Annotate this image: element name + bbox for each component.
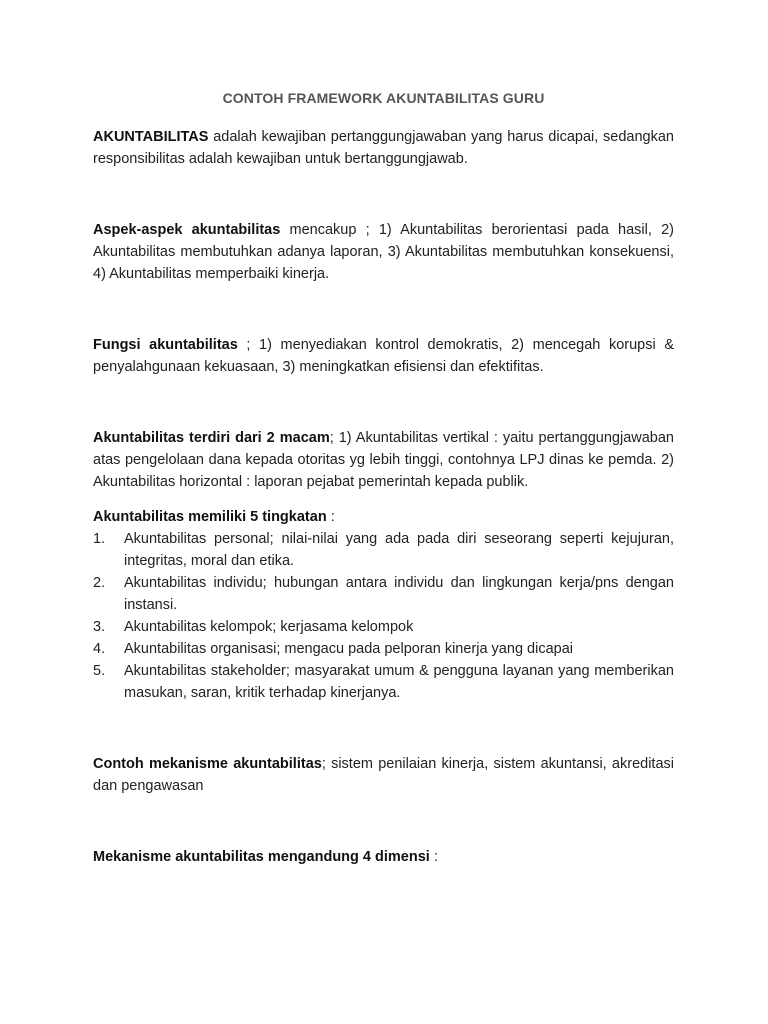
list-item — [93, 638, 674, 660]
list-item-text: Akuntabilitas kelompok; kerjasama kelompok — [124, 619, 414, 635]
macam-term: Akuntabilitas terdiri dari 2 macam — [93, 430, 330, 446]
aspek-text: mencakup ; 1) Akuntabilitas berorientasi pada hasil, 2) Akuntabilitas membutuhkan adanya laporan, 3) Akuntabilitas membutuhkan konsekuensi, 4) Akuntabilitas memperbaiki kinerja. — [93, 222, 674, 282]
mekanisme-term: Contoh mekanisme akuntabilitas — [93, 756, 322, 772]
fungsi-paragraph — [93, 334, 674, 378]
fungsi-term: Fungsi akuntabilitas — [93, 337, 238, 353]
list-item — [93, 616, 674, 638]
dimensi-term: Mekanisme akuntabilitas mengandung 4 dimensi — [93, 849, 430, 865]
list-item-text: Akuntabilitas individu; hubungan antara individu dan lingkungan kerja/pns dengan instansi. — [124, 575, 674, 613]
tingkatan-term: Akuntabilitas memiliki 5 tingkatan — [93, 509, 327, 525]
macam-paragraph — [93, 427, 674, 493]
tingkatan-list — [93, 528, 674, 704]
list-item-number: 3. — [93, 619, 106, 635]
list-item-text: Akuntabilitas personal; nilai-nilai yang ada pada diri seseorang seperti kejujuran, integritas, moral dan etika. — [124, 531, 674, 569]
list-item-number: 1. — [93, 531, 106, 547]
aspek-paragraph — [93, 219, 674, 285]
list-item-number: 4. — [93, 641, 106, 657]
intro-term: AKUNTABILITAS — [93, 129, 209, 145]
dimensi-text: : — [429, 849, 438, 865]
macam-text: ; 1) Akuntabilitas vertikal : yaitu pertanggungjawaban atas pengelolaan dana kepada otoritas yg lebih tinggi, contohnya LPJ dinas ke pemda. 2) Akuntabilitas horizontal : laporan pejabat pemerintah kepada publik. — [93, 430, 674, 490]
list-item-text: Akuntabilitas organisasi; mengacu pada pelporan kinerja yang dicapai — [124, 641, 573, 657]
dimensi-paragraph — [93, 846, 674, 868]
intro-text: adalah kewajiban pertanggungjawaban yang harus dicapai, sedangkan responsibilitas adalah kewajiban untuk bertanggungjawab. — [93, 129, 674, 167]
list-item-number: 2. — [93, 575, 106, 591]
tingkatan-heading — [93, 506, 674, 528]
list-item-text: Akuntabilitas stakeholder; masyarakat umum & pengguna layanan yang memberikan masukan, saran, kritik terhadap kinerjanya. — [124, 663, 674, 701]
document-title: CONTOH FRAMEWORK AKUNTABILITAS GURU — [222, 90, 545, 106]
list-item — [93, 660, 674, 704]
tingkatan-text: : — [326, 509, 335, 525]
fungsi-text: ; 1) menyediakan kontrol demokratis, 2) mencegah korupsi & penyalahgunaan kekuasaan, 3) meningkatkan efisiensi dan efektifitas. — [93, 337, 674, 375]
list-item — [93, 572, 674, 616]
mekanisme-text: ; sistem penilaian kinerja, sistem akuntansi, akreditasi dan pengawasan — [93, 756, 674, 794]
aspek-term: Aspek-aspek akuntabilitas — [93, 222, 281, 238]
mekanisme-paragraph — [93, 753, 674, 797]
document-content — [93, 88, 674, 868]
intro-paragraph — [93, 126, 674, 170]
list-item-number: 5. — [93, 663, 106, 679]
list-item — [93, 528, 674, 572]
